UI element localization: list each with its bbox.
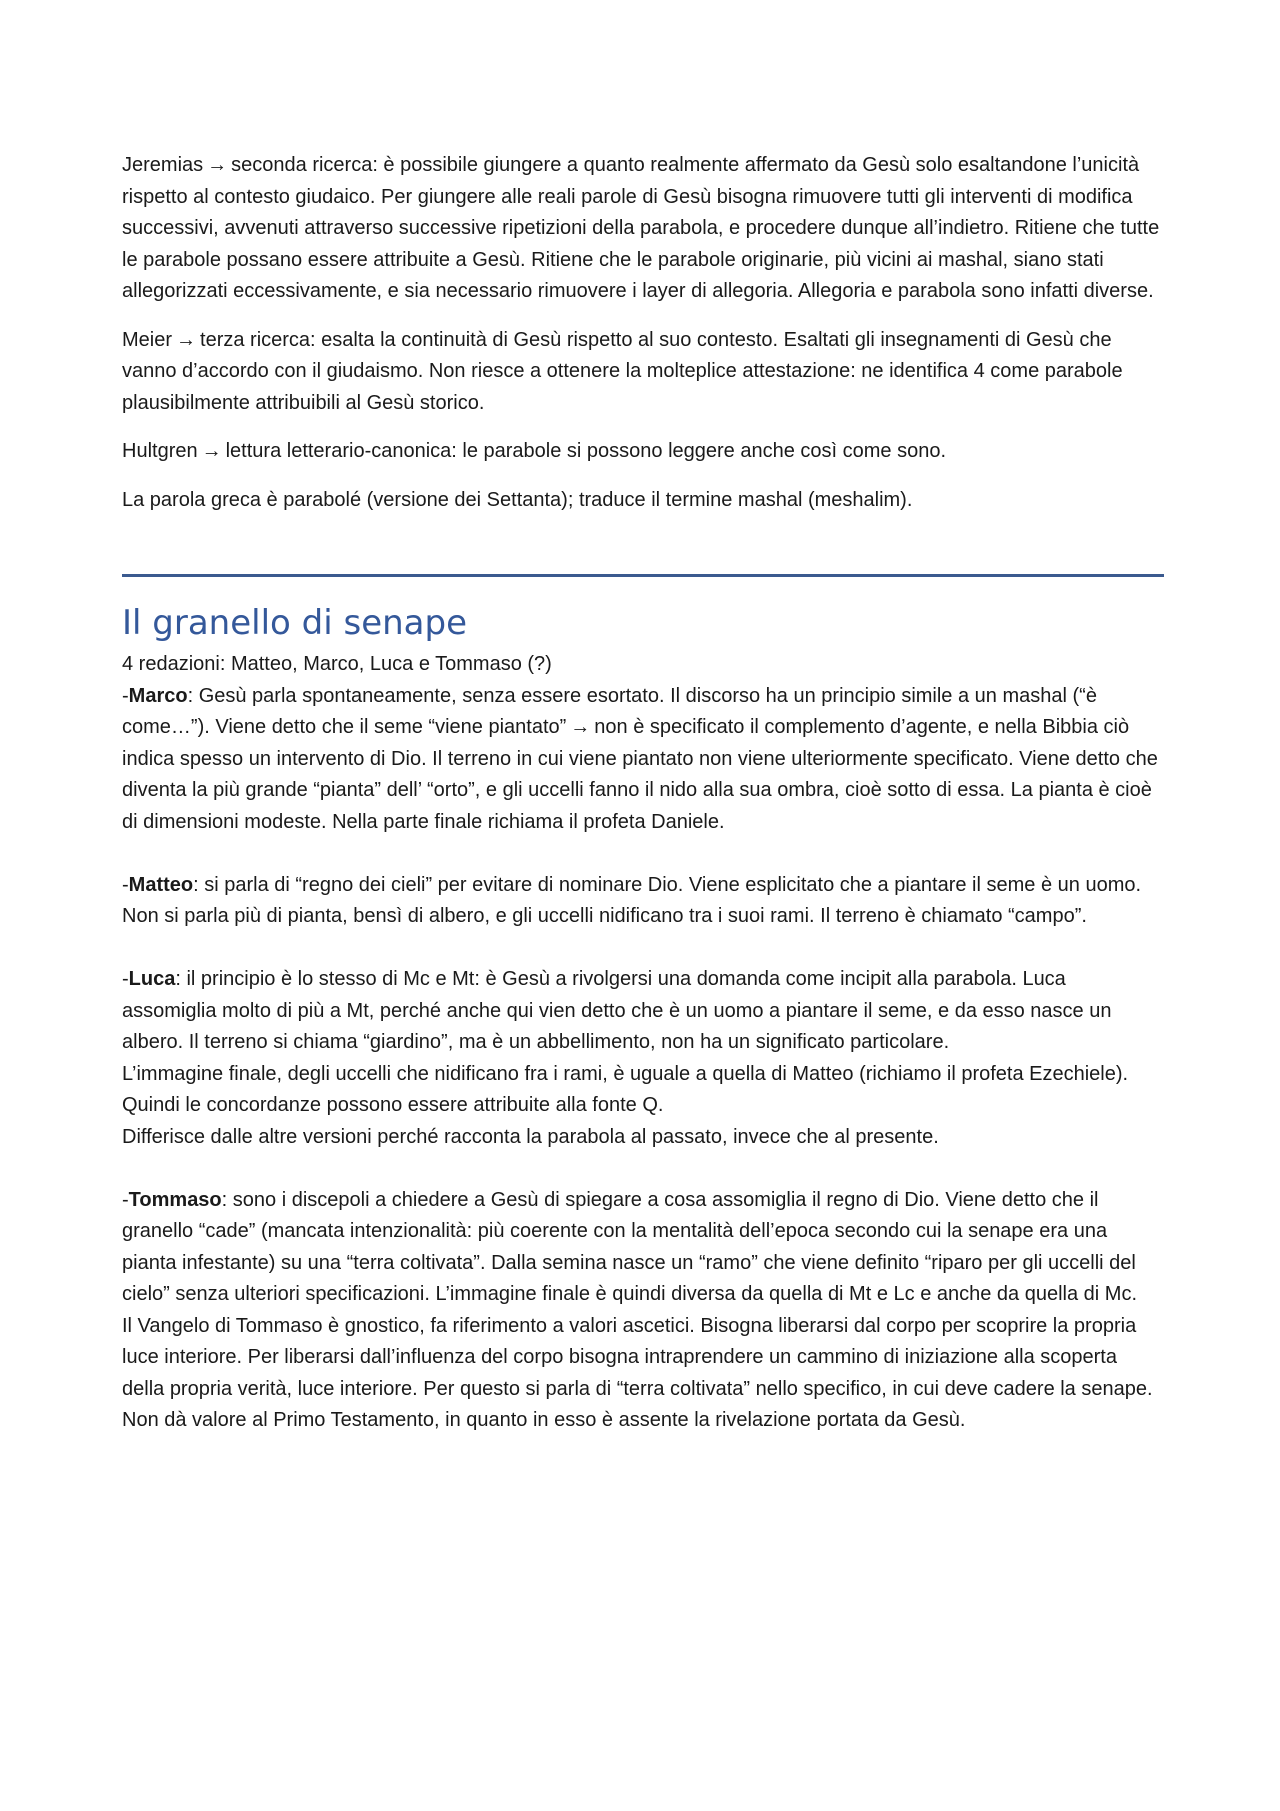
arrow-right-icon: → xyxy=(201,440,222,462)
spacer xyxy=(122,933,1164,965)
paragraph-tommaso-3: Non dà valore al Primo Testamento, in quanto in esso è assente la rivelazione portata da Gesù. xyxy=(122,1409,966,1431)
section-subtitle: 4 redazioni: Matteo, Marco, Luca e Tommaso (?) xyxy=(122,653,552,675)
paragraph-jeremias xyxy=(122,150,1164,308)
paragraph-marco xyxy=(122,681,1164,839)
author-name: Meier xyxy=(122,328,173,351)
dash: - xyxy=(122,684,129,707)
paragraph-text: : Gesù parla spontaneamente, senza essere esortato. Il discorso ha un principio simile a un mashal (“è come…”). Viene detto che il seme “viene piantato” xyxy=(122,684,1097,738)
evangelist-label: Matteo xyxy=(128,873,194,896)
paragraph-hultgren xyxy=(122,436,1164,468)
author-name: Hultgren xyxy=(122,440,198,462)
paragraph-meier xyxy=(122,325,1164,420)
section-title: Il granello di senape xyxy=(122,603,467,643)
document-page xyxy=(122,150,1164,1437)
dash: - xyxy=(122,873,129,896)
paragraph-tommaso-2: Il Vangelo di Tommaso è gnostico, fa riferimento a valori ascetici. Bisogna liberarsi dal corpo per scoprire la propria luce interiore. Per liberarsi dall’influenza del corpo bisogna intraprendere un cammino di iniziazione alla scoperta della propria verità, luce interiore. Per questo si parla di “terra coltivata” nello specifico, in cui deve cadere la senape. xyxy=(122,1314,1153,1400)
paragraph-luca-2: L’immagine finale, degli uccelli che nidificano fra i rami, è uguale a quella di Matteo (richiamo il profeta Ezechiele). Quindi le concordanze possono essere attribuite alla fonte Q. xyxy=(122,1062,1129,1116)
author-name: Jeremias xyxy=(122,154,204,176)
paragraph-text: : si parla di “regno dei cieli” per evitare di nominare Dio. Viene esplicitato che a piantare il seme è un uomo. Non si parla più di pianta, bensì di albero, e gli uccelli nidificano tra i suoi rami. Il terreno è chiamato “campo”. xyxy=(122,873,1142,927)
paragraph-luca-3: Differisce dalle altre versioni perché racconta la parabola al passato, invece che al presente. xyxy=(122,1125,939,1148)
paragraph-matteo xyxy=(122,870,1164,933)
paragraph-text: lettura letterario-canonica: le parabole si possono leggere anche così come sono. xyxy=(225,440,947,462)
paragraph-text: seconda ricerca: è possibile giungere a quanto realmente affermato da Gesù solo esaltandone l’unicità rispetto al contesto giudaico. Per giungere alle reali parole di Gesù bisogna rimuovere tutti gli interventi di modifica successivi, avvenuti attraverso successive ripetizioni della parabola, e procedere dunque all’indietro. Ritiene che tutte le parabole possano essere attribuite a Gesù. Ritiene che le parabole originarie, più vicini ai mashal, siano stati allegorizzati eccessivamente, e sia necessario rimuovere i layer di allegoria. Allegoria e parabola sono infatti diverse. xyxy=(122,154,1160,302)
evangelist-label: Luca xyxy=(128,968,176,990)
paragraph-text: terza ricerca: esalta la continuità di Gesù rispetto al suo contesto. Esaltati gli insegnamenti di Gesù che vanno d’accordo con il giudaismo. Non riesce a ottenere la molteplice attestazione: ne identifica 4 come parabole plausibilmente attribuibili al Gesù storico. xyxy=(122,328,1123,414)
paragraph-text: non è specificato il complemento d’agente, e nella Bibbia ciò indica spesso un intervento di Dio. Il terreno in cui viene piantato non viene ulteriormente specificato. Viene detto che diventa la più grande “pianta” dell’ “orto”, e gli uccelli fanno il nido alla sua ombra, cioè sotto di essa. La pianta è cioè di dimensioni modeste. Nella parte finale richiama il profeta Daniele. xyxy=(122,716,1158,833)
dash: - xyxy=(122,1188,129,1211)
dash: - xyxy=(122,968,129,990)
arrow-right-icon: → xyxy=(207,154,228,176)
paragraph-luca xyxy=(122,964,1164,1059)
paragraph-text: La parola greca è parabolé (versione dei Settanta); traduce il termine mashal (meshalim). xyxy=(122,488,913,511)
paragraph-tommaso xyxy=(122,1185,1164,1311)
section-divider xyxy=(122,574,1164,577)
evangelist-label: Marco xyxy=(128,684,188,707)
paragraph-parabole xyxy=(122,485,1164,517)
arrow-right-icon: → xyxy=(570,716,591,738)
arrow-right-icon: → xyxy=(176,328,197,351)
paragraph-text: : sono i discepoli a chiedere a Gesù di spiegare a cosa assomiglia il regno di Dio. Viene detto che il granello “cade” (mancata intenzionalità: più coerente con la mentalità dell’epoca secondo cui la senape era una pianta infestante) su una “terra coltivata”. Dalla semina nasce un “ramo” che viene definito “riparo per gli uccelli del cielo” senza ulteriori specificazioni. L’immagine finale è quindi diversa da quella di Mt e Lc e anche da quella di Mc. xyxy=(122,1188,1137,1305)
spacer xyxy=(122,838,1164,870)
spacer xyxy=(122,1153,1164,1185)
paragraph-text: : il principio è lo stesso di Mc e Mt: è Gesù a rivolgersi una domanda come incipit alla parabola. Luca assomiglia molto di più a Mt, perché anche qui vien detto che è un uomo a piantare il seme, e da esso nasce un albero. Il terreno si chiama “giardino”, ma è un abbellimento, non ha un significato particolare. xyxy=(122,968,1112,1053)
evangelist-label: Tommaso xyxy=(128,1188,222,1211)
